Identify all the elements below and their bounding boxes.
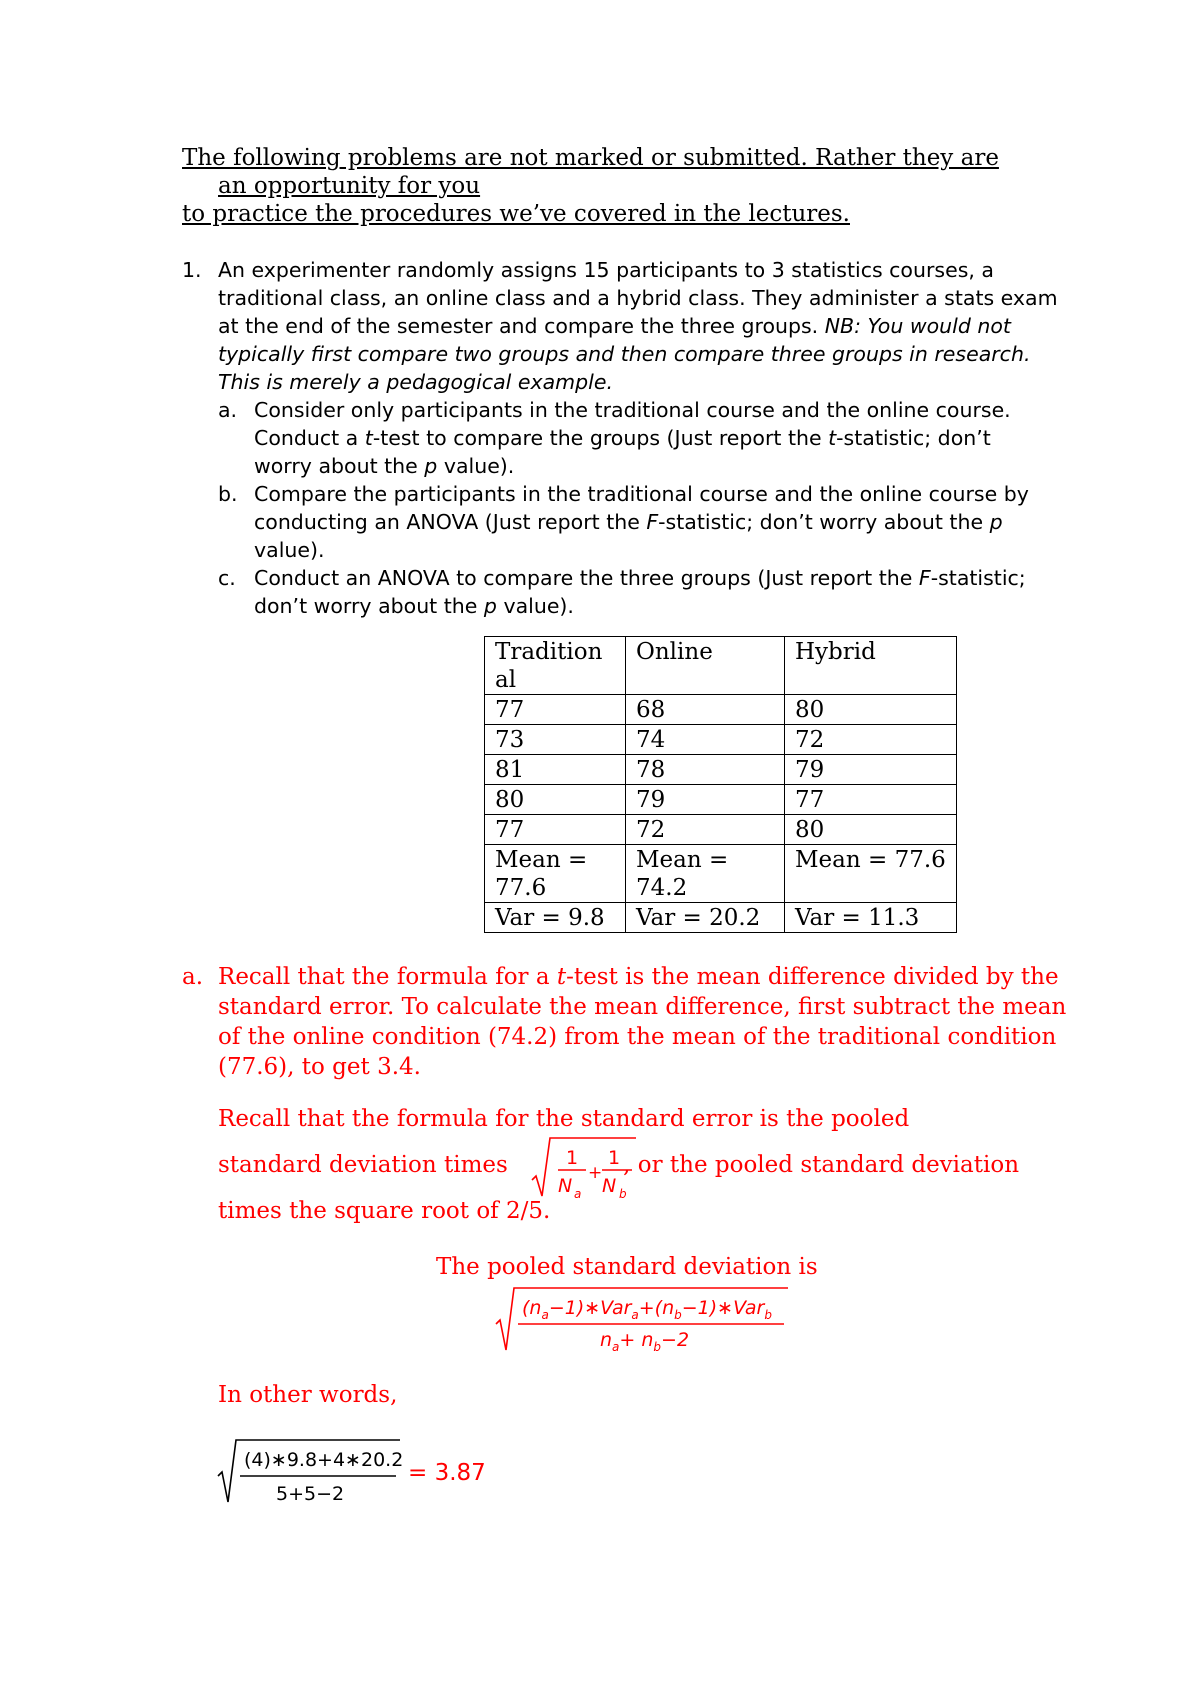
table-row <box>485 755 957 785</box>
sub-question-c <box>218 564 1054 620</box>
example-formula <box>214 1436 404 1508</box>
sub-question-text: value). <box>496 594 574 618</box>
problem-intro: An experimenter randomly assigns 15 participants to 3 statistics courses, a traditional class, an online class and a hybrid class. They administer a stats exam at the end of the semester and compare the three groups. <box>218 258 1058 338</box>
problem-number: 1. <box>182 258 202 282</box>
se-den-b: N <box>602 1175 617 1197</box>
var-t: t <box>828 426 837 450</box>
se-sub-a: a <box>574 1187 582 1201</box>
table-row <box>485 725 957 755</box>
instructions-heading <box>182 144 1082 228</box>
answer-text: , or the pooled standard deviation <box>623 1152 1020 1178</box>
table-cell: 80 <box>785 695 957 725</box>
se-num-b: 1 <box>608 1147 621 1169</box>
var-cell: Var = 20.2 <box>626 903 785 933</box>
se-formula <box>528 1132 638 1204</box>
sub-question-text: -statistic; don’t worry about the <box>254 566 1026 618</box>
table-cell: 79 <box>626 785 785 815</box>
table-cell: 77 <box>485 695 626 725</box>
table-var-row <box>485 903 957 933</box>
table-cell: 72 <box>785 725 957 755</box>
table-cell: 68 <box>626 695 785 725</box>
pooled-numerator: $(n_a-1)∗Var_a+(n_b-1)∗Var_b$ <box>522 1297 772 1322</box>
se-line-1: Recall that the formula for the standard error is the pooled <box>218 1106 910 1132</box>
scores-table <box>484 636 957 933</box>
table-cell: 79 <box>785 755 957 785</box>
column-header: Tradition al <box>485 637 626 695</box>
var-f: F <box>646 510 659 534</box>
sub-question-b <box>218 480 1054 564</box>
table-cell: 73 <box>485 725 626 755</box>
var-t: t <box>556 964 567 990</box>
mean-cell: Mean = 77.6 <box>485 845 626 903</box>
sub-question-text: -statistic; don’t worry about the <box>254 426 991 478</box>
answer-text: -test is the mean difference divided by the standard error. To calculate the mean difference, first subtract the mean of the online condition (74.2) from the mean of the traditional condition (77.6), to get 3.4. <box>218 964 1067 1080</box>
se-den-a: N <box>558 1175 573 1197</box>
sub-question-label: c. <box>218 566 236 590</box>
table-cell: 77 <box>785 785 957 815</box>
plus-sign: + <box>588 1163 603 1183</box>
sub-question-text: Conduct an ANOVA to compare the three groups (Just report the <box>254 566 919 590</box>
var-p: p <box>989 510 1003 534</box>
answer-text: standard deviation times <box>218 1152 516 1178</box>
table-header-row <box>485 637 957 695</box>
answer-label: a. <box>182 964 204 990</box>
sub-question-text: value). <box>254 538 325 562</box>
sub-question-label: b. <box>218 482 238 506</box>
sub-question-text: -test to compare the groups (Just report the <box>372 426 829 450</box>
table-cell: 72 <box>626 815 785 845</box>
table-cell: 77 <box>485 815 626 845</box>
table-row <box>485 785 957 815</box>
example-denominator: 5+5−2 <box>276 1483 345 1505</box>
table-row <box>485 695 957 725</box>
heading-line-2: an opportunity for you <box>218 173 481 199</box>
problem-1 <box>182 256 1082 620</box>
se-sub-b: b <box>619 1187 627 1201</box>
var-cell: Var = 9.8 <box>485 903 626 933</box>
table-cell: 78 <box>626 755 785 785</box>
heading-line-1: The following problems are not marked or submitted. Rather they are <box>182 145 999 171</box>
table-row <box>485 815 957 845</box>
sub-question-list <box>218 396 1073 620</box>
column-header: Hybrid <box>785 637 957 695</box>
table-cell: 74 <box>626 725 785 755</box>
se-num-a: 1 <box>566 1147 579 1169</box>
answer-text: Recall that the formula for a <box>218 964 557 990</box>
sub-question-text: Compare the participants in the traditional course and the online course by conducting an ANOVA (Just report the <box>254 482 1029 534</box>
pooled-denominator: $n_a+ n_b-2$ <box>600 1329 690 1354</box>
var-f: F <box>918 566 931 590</box>
heading-line-3: to practice the procedures we’ve covered in the lectures. <box>182 201 850 227</box>
table-cell: 80 <box>485 785 626 815</box>
pooled-title: The pooled standard deviation is <box>436 1254 818 1280</box>
mean-cell: Mean = 74.2 <box>626 845 785 903</box>
answer-a <box>182 962 1082 1082</box>
mean-cell: Mean = 77.6 <box>785 845 957 903</box>
table-mean-row <box>485 845 957 903</box>
se-line-3: times the square root of 2/5. <box>218 1198 551 1224</box>
var-p: p <box>424 454 438 478</box>
var-t: t <box>364 426 373 450</box>
sub-question-a <box>218 396 1054 480</box>
sub-question-text: Consider only participants in the traditional course and the online course. Conduct a <box>254 398 1011 450</box>
table-cell: 80 <box>785 815 957 845</box>
pooled-formula <box>492 1284 792 1354</box>
in-other-words: In other words, <box>218 1382 398 1408</box>
result-value: = 3.87 <box>408 1460 486 1486</box>
column-header: Online <box>626 637 785 695</box>
sub-question-text: value). <box>437 454 515 478</box>
var-cell: Var = 11.3 <box>785 903 957 933</box>
answer-paragraph-1 <box>218 962 1078 1082</box>
sub-question-text: -statistic; don’t worry about the <box>658 510 990 534</box>
sub-question-label: a. <box>218 398 238 422</box>
table-cell: 81 <box>485 755 626 785</box>
example-numerator: (4)∗9.8+4∗20.2 <box>244 1449 404 1471</box>
problem-note: NB: You would not typically first compare two groups and then compare three groups in research. This is merely a pedagogical example. <box>218 314 1031 394</box>
var-p: p <box>483 594 497 618</box>
